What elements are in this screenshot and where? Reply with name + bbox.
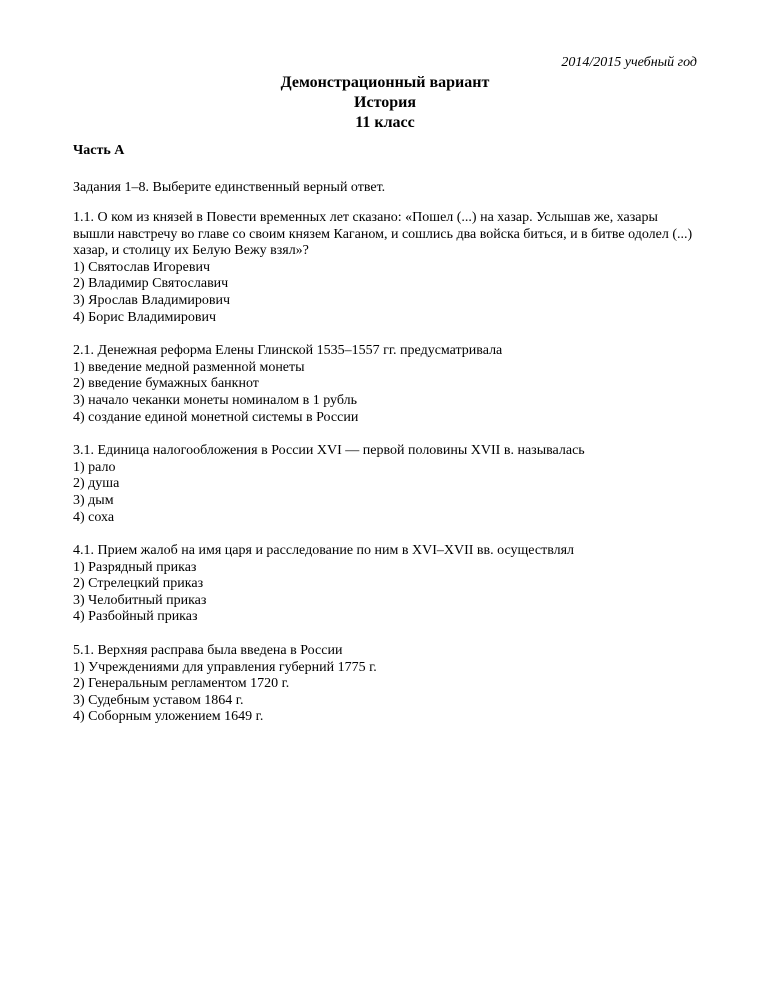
answer-option: 2) Генеральным регламентом 1720 г. bbox=[73, 676, 290, 692]
question-1 bbox=[73, 210, 697, 326]
title-line-grade: 11 класс bbox=[355, 114, 415, 131]
answer-option: 3) дым bbox=[73, 492, 114, 508]
question-5 bbox=[73, 643, 697, 726]
answer-option: 4) соха bbox=[73, 509, 115, 525]
answer-option: 4) Разбойный приказ bbox=[73, 609, 198, 625]
questions-list bbox=[73, 210, 697, 743]
answer-option: 1) рало bbox=[73, 459, 116, 475]
question-2 bbox=[73, 343, 697, 426]
document-page bbox=[73, 0, 697, 994]
answer-option: 4) создание единой монетной системы в России bbox=[73, 409, 359, 425]
answer-option: 2) введение бумажных банкнот bbox=[73, 376, 259, 392]
answer-option: 3) Челобитный приказ bbox=[73, 592, 207, 608]
academic-year: 2014/2015 учебный год bbox=[561, 55, 697, 70]
title-line-variant: Демонстрационный вариант bbox=[280, 74, 490, 91]
question-3 bbox=[73, 443, 697, 526]
answer-option: 4) Соборным уложением 1649 г. bbox=[73, 709, 264, 725]
question-text: 1.1. О ком из князей в Повести временных лет сказано: «Пошел (...) на хазар. Услышав же, хазары вышли навстречу во главе со своим князем Каганом, и сошлись два войска биться, и в битве одолел (...) хазар, и столицу их Белую Вежу взял»? bbox=[73, 210, 693, 259]
answer-option: 1) введение медной разменной монеты bbox=[73, 359, 305, 375]
part-heading: Часть А bbox=[73, 143, 125, 158]
question-text: 2.1. Денежная реформа Елены Глинской 1535–1557 гг. предусматривала bbox=[73, 343, 503, 359]
question-text: 4.1. Прием жалоб на имя царя и расследование по ним в XVI–XVII вв. осуществлял bbox=[73, 543, 575, 559]
answer-option: 3) Ярослав Владимирович bbox=[73, 292, 231, 308]
document-title bbox=[73, 73, 697, 133]
answer-option: 2) Владимир Святославич bbox=[73, 276, 229, 292]
question-text: 5.1. Верхняя расправа была введена в России bbox=[73, 643, 343, 659]
title-line-subject: История bbox=[354, 94, 416, 111]
answer-option: 1) Святослав Игоревич bbox=[73, 259, 211, 275]
question-text: 3.1. Единица налогообложения в России XVI — первой половины XVII в. называлась bbox=[73, 443, 585, 459]
answer-option: 1) Разрядный приказ bbox=[73, 559, 197, 575]
question-4 bbox=[73, 543, 697, 626]
answer-option: 1) Учреждениями для управления губерний 1775 г. bbox=[73, 659, 377, 675]
instruction-text: Задания 1–8. Выберите единственный верный ответ. bbox=[73, 180, 386, 195]
answer-option: 4) Борис Владимирович bbox=[73, 309, 217, 325]
answer-option: 3) начало чеканки монеты номиналом в 1 рубль bbox=[73, 392, 357, 408]
answer-option: 2) Стрелецкий приказ bbox=[73, 576, 204, 592]
answer-option: 3) Судебным уставом 1864 г. bbox=[73, 692, 244, 708]
answer-option: 2) душа bbox=[73, 476, 120, 492]
